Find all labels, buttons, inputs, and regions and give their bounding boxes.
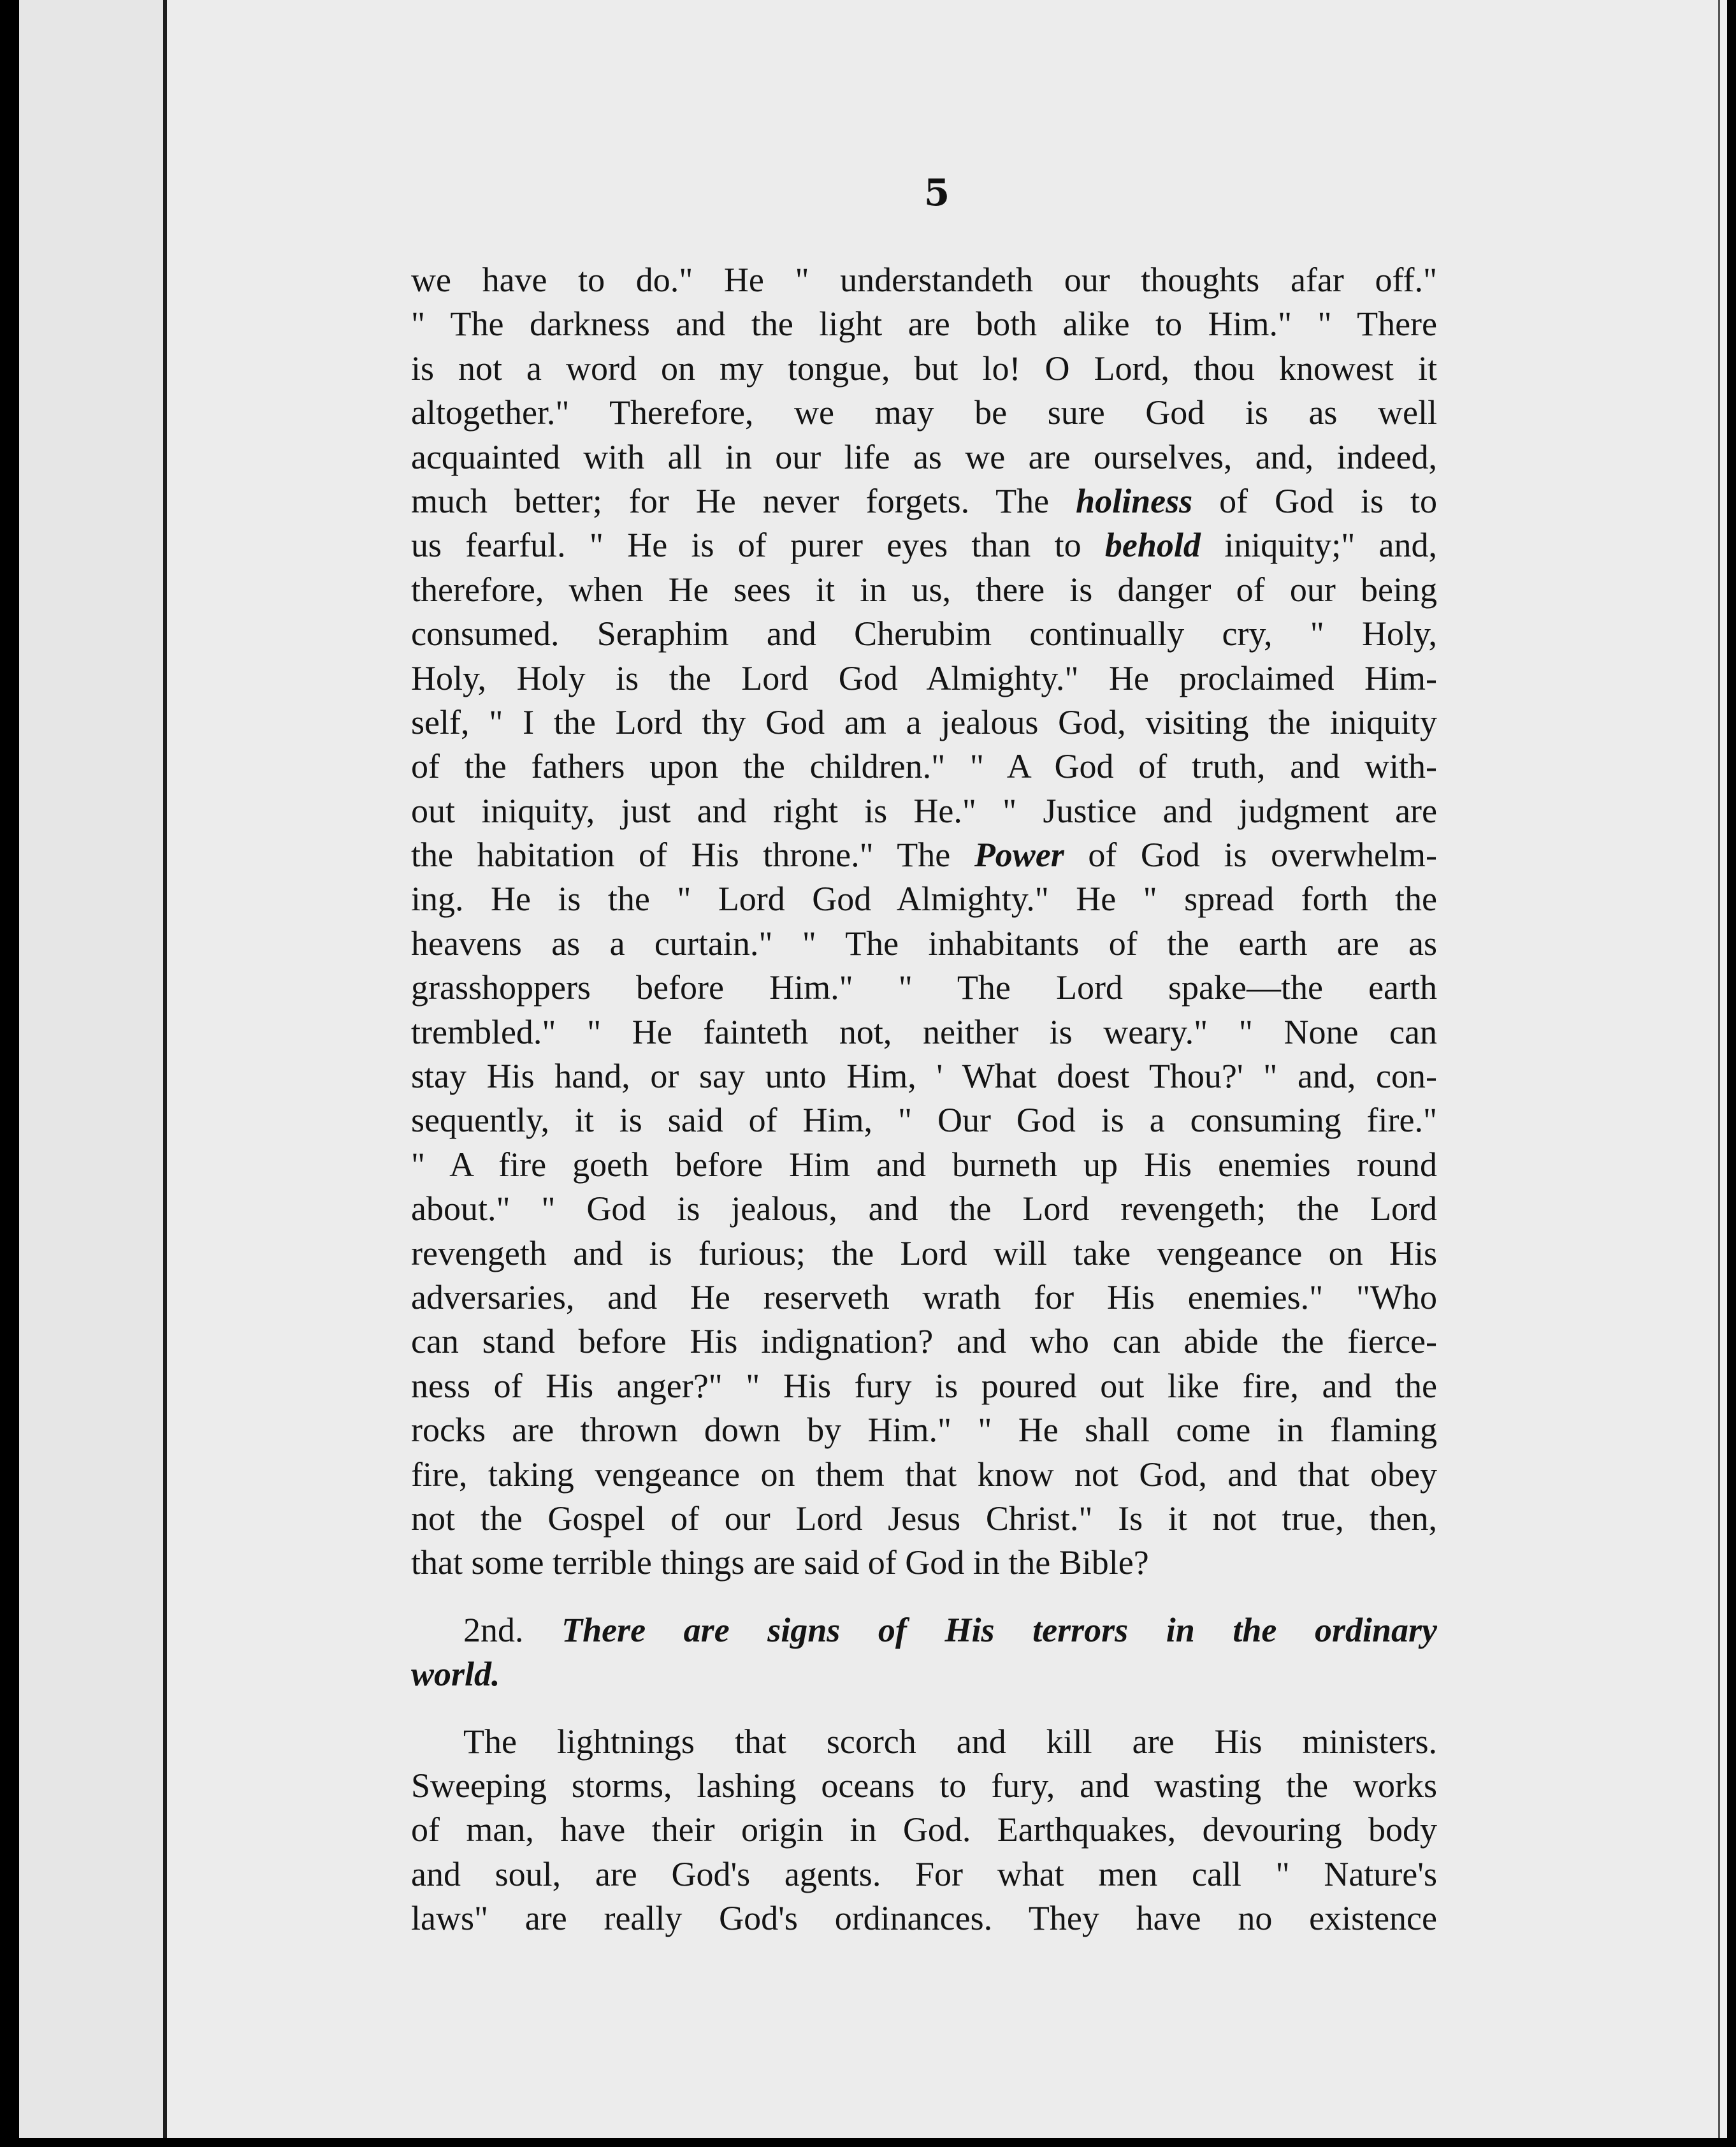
scan-right-border xyxy=(1727,0,1736,2147)
text-line xyxy=(411,833,1437,877)
binding-margin xyxy=(19,0,163,2138)
scan-left-border xyxy=(0,0,19,2147)
text-line: self, " I the Lord thy God am a jealous God, visiting the iniquity xyxy=(411,702,1437,741)
emphasis-holiness: holiness xyxy=(1076,481,1193,520)
text-run: us fearful. " He is of purer eyes than to xyxy=(411,526,1105,565)
page-number: 5 xyxy=(923,171,950,214)
text-run: the habitation of His throne." The xyxy=(411,836,974,875)
text-line: about." " God is jealous, and the Lord revengeth; the Lord xyxy=(411,1190,1437,1228)
text-line: rocks are thrown down by Him." " He shall come in flaming xyxy=(411,1411,1437,1450)
text-line: altogether." Therefore, we may be sure God is as well xyxy=(411,393,1437,432)
text-line: out iniquity, just and right is He." " Justice and judgment are xyxy=(411,791,1437,830)
text-line: grasshoppers before Him." " The Lord spake—the earth xyxy=(411,968,1437,1007)
text-line: " The darkness and the light are both alike to Him." " There xyxy=(411,305,1437,344)
emphasis-power: Power xyxy=(974,836,1064,875)
text-line: we have to do." He " understandeth our thoughts afar off." xyxy=(411,261,1437,299)
text-line: The lightnings that scorch and kill are His ministers. xyxy=(463,1722,1437,1761)
text-line: " A fire goeth before Him and burneth up His enemies round xyxy=(411,1145,1437,1184)
text-line: can stand before His indignation? and who can abide the fierce- xyxy=(411,1322,1437,1361)
text-line xyxy=(411,523,1437,567)
text-run: iniquity;" and, xyxy=(1200,526,1437,565)
text-line: is not a word on my tongue, but lo! O Lord, thou knowest it xyxy=(411,349,1437,388)
text-line: and soul, are God's agents. For what men call " Nature's xyxy=(411,1854,1437,1893)
text-line: of man, have their origin in God. Earthquakes, devouring body xyxy=(411,1810,1437,1849)
text-line: ing. He is the " Lord God Almighty." He " spread forth the xyxy=(411,880,1437,919)
section-number: 2nd. xyxy=(463,1610,562,1649)
text-line: Sweeping storms, lashing oceans to fury, and wasting the works xyxy=(411,1766,1437,1805)
text-line: not the Gospel of our Lord Jesus Christ." Is it not true, then, xyxy=(411,1499,1437,1538)
text-run: of God is overwhelm- xyxy=(1064,836,1437,875)
text-line: acquainted with all in our life as we are ourselves, and, indeed, xyxy=(411,437,1437,476)
emphasis-behold: behold xyxy=(1104,526,1201,565)
paragraph-gap xyxy=(411,1585,1437,1608)
text-line: that some terrible things are said of God in the Bible? xyxy=(411,1543,1149,1582)
section-heading-line xyxy=(411,1608,1437,1652)
text-line: consumed. Seraphim and Cherubim continually cry, " Holy, xyxy=(411,615,1437,653)
text-line: stay His hand, or say unto Him, ' What doest Thou?' " and, con- xyxy=(411,1057,1437,1096)
text-line xyxy=(411,479,1437,523)
section-heading-line xyxy=(411,1652,1437,1696)
right-edge-rule xyxy=(1718,0,1720,2138)
text-line: therefore, when He sees it in us, there is danger of our being xyxy=(411,570,1437,609)
text-line: adversaries, and He reserveth wrath for His enemies." "Who xyxy=(411,1277,1437,1316)
text-line: sequently, it is said of Him, " Our God is a consuming fire." xyxy=(411,1101,1437,1140)
scan-bottom-border xyxy=(0,2138,1736,2147)
text-line: revengeth and is furious; the Lord will take vengeance on His xyxy=(411,1234,1437,1272)
text-line: trembled." " He fainteth not, neither is weary." " None can xyxy=(411,1012,1437,1051)
section-heading: There are signs of His terrors in the ordinary xyxy=(561,1610,1438,1649)
text-line: fire, taking vengeance on them that know not God, and that obey xyxy=(411,1455,1437,1494)
text-line: laws" are really God's ordinances. They have no existence xyxy=(411,1899,1437,1938)
text-line: of the fathers upon the children." " A God of truth, and with- xyxy=(411,747,1437,786)
paragraph-gap xyxy=(411,1697,1437,1720)
text-line: Holy, Holy is the Lord God Almighty." He proclaimed Him- xyxy=(411,659,1437,697)
text-run: of God is to xyxy=(1192,481,1438,520)
body-text xyxy=(411,258,1437,1940)
section-heading-cont: world. xyxy=(411,1655,500,1694)
text-run: much better; for He never forgets. The xyxy=(411,481,1076,520)
text-line: heavens as a curtain." " The inhabitants of the earth are as xyxy=(411,924,1437,963)
text-line: ness of His anger?" " His fury is poured out like fire, and the xyxy=(411,1366,1437,1405)
